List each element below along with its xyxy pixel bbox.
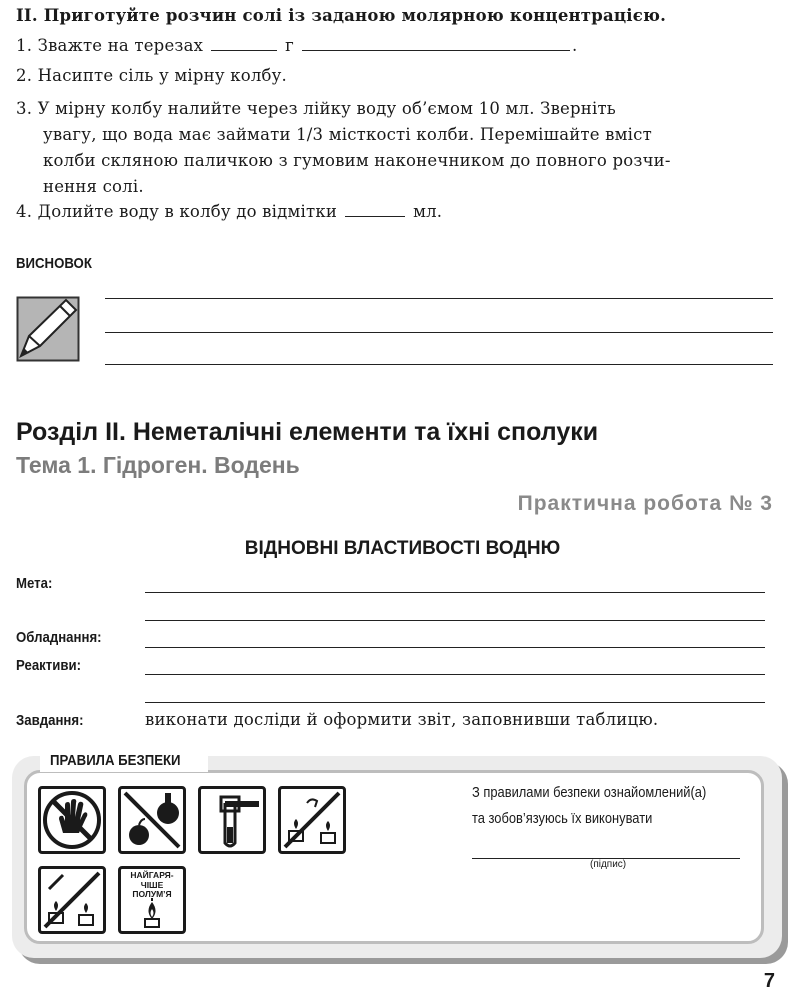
reagents-label: Реактиви: [16,657,81,674]
procedure-heading: II. Приготуйте розчин солі із заданою молярною концентрацією. [16,6,667,25]
acknowledgement-text [472,780,706,832]
conclusion-line[interactable] [105,332,773,333]
step-1-end: . [572,36,578,55]
goal-line[interactable] [145,592,765,593]
pencil-icon [16,296,80,362]
task-label: Завдання: [16,712,84,729]
safety-title: ПРАВИЛА БЕЗПЕКИ [50,752,181,769]
step-3-line-2: увагу, що вода має займати 1/3 місткості колби. Перемішайте вміст [43,125,652,144]
step-2: 2. Насипте сіль у мірну колбу. [16,66,288,85]
mass-blank[interactable] [211,49,277,51]
reagents-line[interactable] [145,702,765,703]
step-1-text: 1. Зважте на терезах [16,36,204,55]
step-4-text: 4. Долийте воду в колбу до відмітки [16,202,338,221]
goal-label: Мета: [16,575,53,592]
conclusion-label: ВИСНОВОК [16,255,92,272]
no-touch-hand-icon [38,786,106,854]
step-3-line-3: колби скляною паличкою з гумовим наконечником до повного розчи- [43,151,671,170]
step-4-unit: мл. [413,202,443,221]
substance-blank[interactable] [302,49,570,51]
work-title: ВІДНОВНІ ВЛАСТИВОСТІ ВОДНЮ [244,538,561,559]
volume-blank[interactable] [345,215,405,217]
page-number: 7 [763,970,775,992]
hottest-flame-icon [118,866,186,934]
conclusion-line[interactable] [105,364,773,365]
equipment-line[interactable] [145,647,765,648]
task-text: виконати досліди й оформити звіт, заповнивши таблицю. [145,710,659,729]
reagents-line[interactable] [145,674,765,675]
step-1-unit: г [285,36,295,55]
hottest-flame-line-2: ЧІШЕ [140,879,164,890]
acknowledgement-line-2: та зобов’язуюсь їх виконувати [472,810,653,827]
no-food-icon [118,786,186,854]
no-lighting-from-burner-icon [278,786,346,854]
step-3 [16,96,671,200]
safety-title-tab [40,750,208,772]
section-title: Розділ ІІ. Неметалічні елементи та їхні сполуки [16,418,599,446]
hottest-flame-line-3: ПОЛУМ’Я [132,889,172,899]
hottest-flame-line-1: НАЙГАРЯ- [130,870,174,880]
step-1 [16,36,577,55]
acknowledgement-line-1: З правилами безпеки ознайомлений(а) [472,784,707,801]
step-3-line-1: 3. У мірну колбу налийте через лійку воду об’ємом 10 мл. Зверніть [16,99,616,118]
conclusion-line[interactable] [105,298,773,299]
equipment-label: Обладнання: [16,629,102,646]
step-4 [16,202,442,221]
test-tube-holder-icon [198,786,266,854]
goal-line[interactable] [145,620,765,621]
practical-work-number: Практична робота № 3 [517,492,773,515]
theme-title: Тема 1. Гідроген. Водень [16,452,300,478]
signature-caption: (підпис) [590,859,627,870]
step-3-line-4: нення солі. [43,177,144,196]
no-tilting-burner-icon [38,866,106,934]
